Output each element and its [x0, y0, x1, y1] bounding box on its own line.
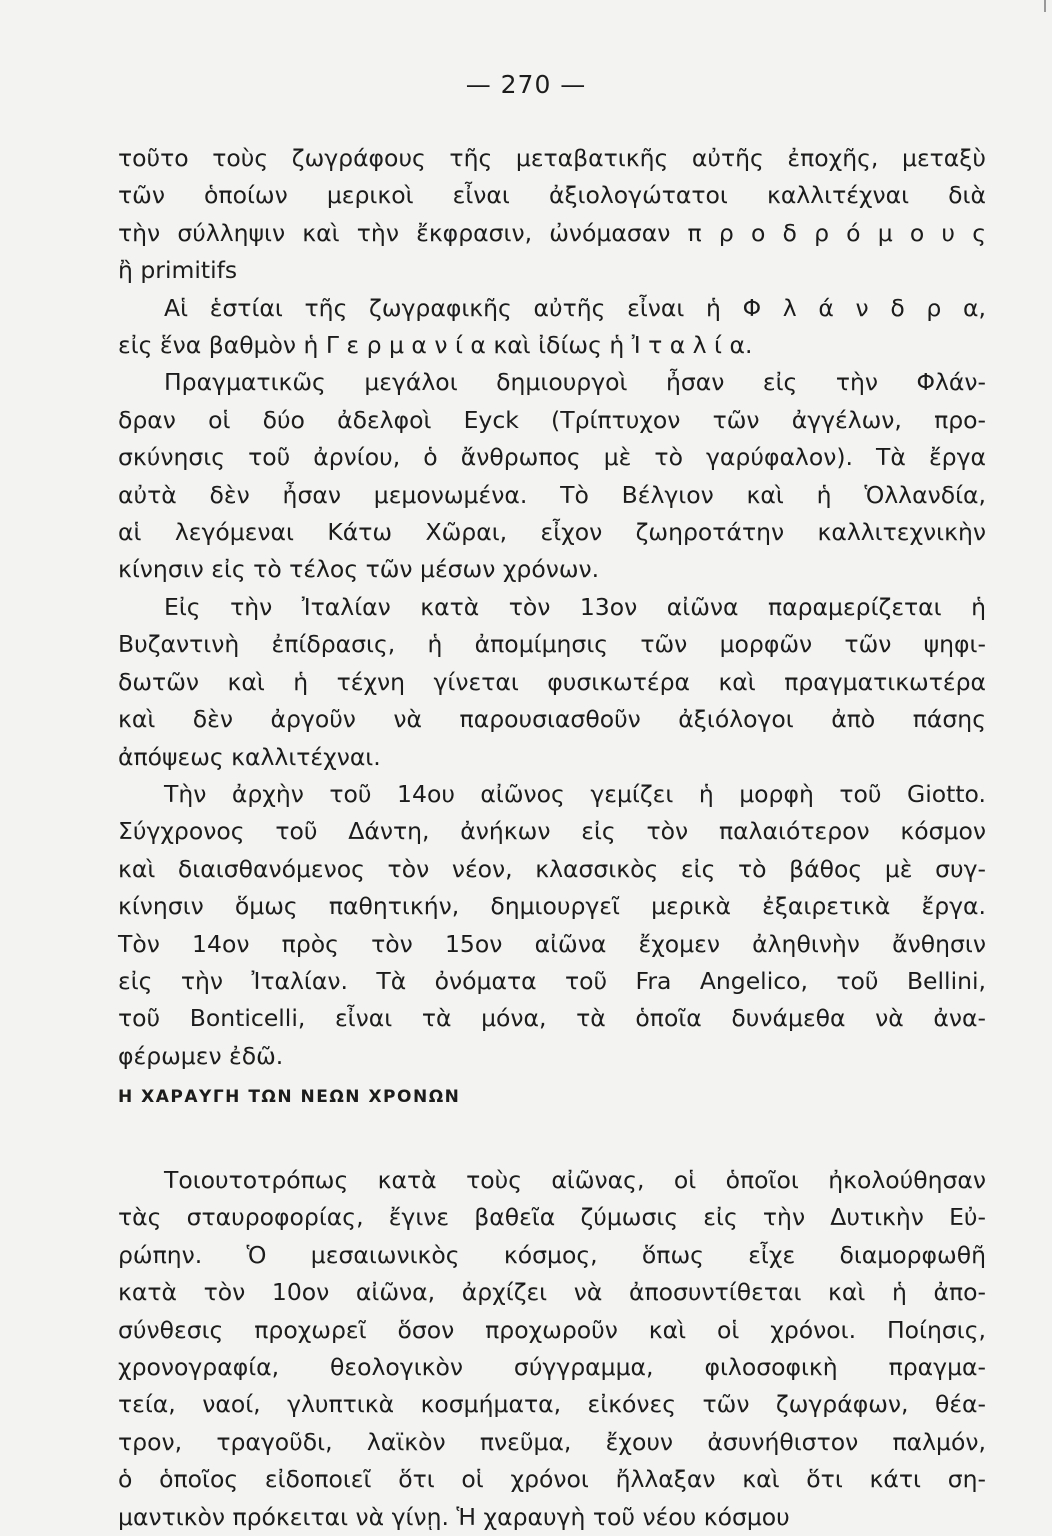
text-line: εἰς ἕνα βαθμὸν ἡ Γ ε ρ μ α ν ί α καὶ ἰδίως ἡ Ἰ τ α λ ί α.: [118, 331, 753, 360]
text-line: αὐτὰ δὲν ἦσαν μεμονωμένα. Τὸ Βέλγιον καὶ ἡ Ὁλλανδία,: [118, 480, 986, 509]
text-line: δραν οἱ δύο ἀδελφοὶ Eyck (Τρίπτυχον τῶν ἀγγέλων, προ-: [118, 405, 986, 434]
text-line: μαντικὸν πρόκειται νὰ γίνῃ. Ἡ χαραυγὴ τοῦ νέου κόσμου: [118, 1502, 790, 1531]
text-line: Εἰς τὴν Ἰταλίαν κατὰ τὸν 13ον αἰῶνα παραμερίζεται ἡ: [164, 592, 986, 621]
body-text-upper: [118, 140, 986, 1075]
text-line: τὰς σταυροφορίας, ἔγινε βαθεῖα ζύμωσις εἰς τὴν Δυτικὴν Εὐ-: [118, 1203, 986, 1232]
text-line: εἰς τὴν Ἰταλίαν. Τὰ ὀνόματα τοῦ Fra Angelico, τοῦ Bellini,: [118, 966, 986, 995]
text-line: Βυζαντινὴ ἐπίδρασις, ἡ ἀπομίμησις τῶν μορφῶν τῶν ψηφι-: [118, 630, 986, 659]
text-line: ἀπόψεως καλλιτέχναι.: [118, 742, 381, 771]
text-line: χρονογραφία, θεολογικὸν σύγγραμμα, φιλοσοφικὴ πραγμα-: [118, 1353, 986, 1382]
text-line: σκύνησις τοῦ ἀρνίου, ὁ ἄνθρωπος μὲ τὸ γαρύφαλον). Τὰ ἔργα: [118, 443, 986, 472]
text-line: ὁ ὁποῖος εἰδοποιεῖ ὅτι οἱ χρόνοι ἤλλαξαν καὶ ὅτι κάτι ση-: [118, 1465, 986, 1494]
text-line: τρον, τραγοῦδι, λαϊκὸν πνεῦμα, ἔχουν ἀσυνήθιστον παλμόν,: [118, 1427, 986, 1456]
text-line: τεία, ναοί, γλυπτικὰ κοσμήματα, εἰκόνες τῶν ζωγράφων, θέα-: [118, 1390, 986, 1419]
text-line: αἱ λεγόμεναι Κάτω Χῶραι, εἶχον ζωηροτάτην καλλιτεχνικὴν: [118, 518, 986, 547]
page-number: — 270 —: [465, 70, 587, 99]
margin-mark: [1044, 0, 1046, 12]
text-line: τὴν σύλληψιν καὶ τὴν ἔκφρασιν, ὠνόμασαν π ρ ο δ ρ ό μ ο υ ς: [118, 218, 986, 247]
text-line: ἢ primitifs: [118, 256, 238, 285]
text-line: τοῦτο τοὺς ζωγράφους τῆς μεταβατικῆς αὐτῆς ἐποχῆς, μεταξὺ: [118, 144, 986, 172]
text-line: τῶν ὁποίων μερικοὶ εἶναι ἀξιολογώτατοι καλλιτέχναι διὰ: [118, 181, 986, 210]
text-line: Τὴν ἀρχὴν τοῦ 14ου αἰῶνος γεμίζει ἡ μορφὴ τοῦ Giotto.: [164, 779, 986, 808]
text-line: Πραγματικῶς μεγάλοι δημιουργοὶ ἦσαν εἰς τὴν Φλάν-: [164, 368, 986, 397]
text-line: κίνησιν εἰς τὸ τέλος τῶν μέσων χρόνων.: [118, 555, 600, 584]
text-line: τοῦ Bonticelli, εἶναι τὰ μόνα, τὰ ὁποῖα δυνάμεθα νὰ ἀνα-: [118, 1004, 986, 1033]
text-line: φέρωμεν ἐδῶ.: [118, 1041, 284, 1070]
text-line: κατὰ τὸν 10ον αἰῶνα, ἀρχίζει νὰ ἀποσυντίθεται καὶ ἡ ἀπο-: [118, 1278, 986, 1307]
section-heading: Η ΧΑΡΑΥΓΗ ΤΩΝ ΝΕΩΝ ΧΡΟΝΩΝ: [118, 1087, 461, 1107]
text-line: κίνησιν ὅμως παθητικήν, δημιουργεῖ μερικὰ ἐξαιρετικὰ ἔργα.: [118, 892, 986, 921]
text-line: καὶ διαισθανόμενος τὸν νέον, κλασσικὸς εἰς τὸ βάθος μὲ συγ-: [118, 854, 986, 883]
text-line: καὶ δὲν ἀργοῦν νὰ παρουσιασθοῦν ἀξιόλογοι ἀπὸ πάσης: [118, 705, 986, 734]
text-line: Τὸν 14ον πρὸς τὸν 15ον αἰῶνα ἔχομεν ἀληθινὴν ἄνθησιν: [118, 929, 986, 958]
text-line: σύνθεσις προχωρεῖ ὅσον προχωροῦν καὶ οἱ χρόνοι. Ποίησις,: [118, 1315, 986, 1344]
text-line: δωτῶν καὶ ἡ τέχνη γίνεται φυσικωτέρα καὶ πραγματικωτέρα: [118, 667, 986, 696]
text-line: Σύγχρονος τοῦ Δάντη, ἀνήκων εἰς τὸν παλαιότερον κόσμον: [118, 817, 986, 846]
body-text-lower: [118, 1162, 986, 1536]
text-line: Τοιουτοτρόπως κατὰ τοὺς αἰῶνας, οἱ ὁποῖοι ἠκολούθησαν: [164, 1166, 986, 1194]
text-line: Αἱ ἑστίαι τῆς ζωγραφικῆς αὐτῆς εἶναι ἡ Φ λ ά ν δ ρ α,: [164, 293, 986, 322]
text-line: ρώπην. Ὁ μεσαιωνικὸς κόσμος, ὅπως εἶχε διαμορφωθῆ: [118, 1240, 986, 1269]
